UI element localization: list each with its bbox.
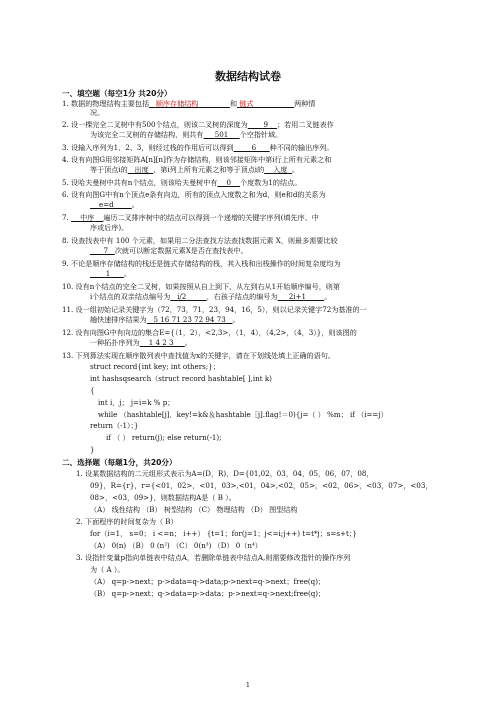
q9-line2: 1 。: [105, 269, 131, 278]
q4-line1: 4. 设有向图G用邻接矩阵A[n][n]作为存储结构，则该邻接矩阵中第i行上所有元素之和: [62, 155, 332, 164]
q10-line1: 10. 设有n个结点的完全二叉树，如果按照从自上到下、从左到右从1开始顺序编号，则第: [62, 282, 340, 291]
s1-line2: 09}，R={r}，r={<01，02>，<01，03>,<01，04>,<02，05>，<02，06>，<03，07>，<03，: [90, 481, 433, 490]
code-line-6: return（-1）；}: [90, 421, 139, 430]
q13-line1: 13. 下列算法实现在顺序散列表中查找值为x的关键字，请在下划线处填上正确的语句。: [62, 351, 335, 360]
s1-line1: 1. 设某数据结构的二元组形式表示为A=(D，R)，D={01,02，03，04，05，06，07，08，: [76, 469, 374, 478]
section-fill-blank: 一、填空题（每空1分 共20分）: [62, 89, 172, 98]
page-number: 1: [245, 681, 251, 689]
code-line-7: if （ ） return(j); else return(-1);: [106, 433, 222, 442]
q4-line2: 等于顶点i的 出度 ，第i列上所有元素之和等于顶点i的 入度 。: [90, 165, 299, 174]
q8-line1: 8. 设查找表中有 100 个元素，如果用二分法查找方法查找数据元素 X，则最多需要比较: [62, 236, 338, 245]
code-line-8: }: [90, 445, 95, 454]
s2-line2: for（i=1， s=0； i <=n； i++） {t=1；for(j=1；j<=i;j++) t=t*j；s=s+t；}: [90, 529, 357, 538]
q1-line2: 况。: [90, 108, 105, 117]
q9-line1: 9. 不论是顺序存储结构的栈还是链式存储结构的栈，其入栈和出栈操作的时间复杂度均为: [62, 259, 341, 268]
q3-line: 3. 设输入序列为1、2、3，则经过栈的作用后可以得到 6 种不同的输出序列。: [62, 143, 334, 152]
q5-line: 5. 设哈夫曼树中共有n个结点，则该哈夫曼树中有 0 个度数为1的结点。: [62, 178, 302, 187]
s1-line3: 08>，<03，09>}，则数据结构A是（ B ）。: [90, 493, 236, 502]
q8-line2: 7 次就可以断定数据元素X是否在查找表中。: [103, 246, 248, 255]
q2-line1: 2. 设一棵完全二叉树中有500个结点，则该二叉树的深度为 9 ；若用二叉链表作: [62, 120, 334, 129]
code-line-4: int i，j； j=i=k % p；: [98, 398, 175, 407]
s2-line1: 2. 下面程序的时间复杂为（ B）: [76, 517, 178, 526]
code-line-5: while （hashtable[j]．key!=k&＆hashtable［j].flag!＝0){j=（ ） %m； if （i==j）: [98, 410, 388, 419]
q6-line2: e=d 。: [99, 200, 139, 209]
section-choice: 二、选择题（每题1分，共20分）: [62, 458, 177, 467]
q2-line2: 为该完全二叉树的存储结构，则共有 501 个空指针域。: [90, 130, 283, 139]
s3-option-b: （B） q=p->next；q->data=p->data；p->next=q->next;free(q)；: [90, 589, 326, 598]
s3-option-a: （A） q=p->next；p->data=q->data;p->next=q->next；free(q)；: [90, 577, 326, 586]
q11-line2: 趟快速排序结果为 5 16 71 23 72 94 73 。: [90, 315, 240, 324]
doc-title: 数据结构试卷: [215, 70, 281, 83]
q12-line2: 一种拓扑序列为 1 4 2 3 。: [90, 338, 192, 347]
s2-options: （A） 0(n) （B） 0 (n²) （C） 0(n³) （D） 0（n⁴）: [90, 541, 262, 550]
code-line-2: int hashsqsearch（struct record hashtable[ ],int k): [90, 374, 272, 383]
q7-line1: 7. 中序 遍历二叉排序树中的结点可以得到一个递增的关键字序列(填先序、中: [62, 213, 319, 222]
q12-line1: 12. 设有向图G中有向边的集合E={（1，2），<2,3>，（1，4），（4,2>，（4，3）}，则该图的: [62, 328, 357, 337]
s3-line1: 3. 设指针变量p指向单链表中结点A，若删除单链表中结点A,则需要修改指针的操作序列: [76, 553, 351, 562]
q7-line2: 序或后序)。: [90, 223, 129, 232]
q11-line1: 11. 设一组初始记录关键字为（72，73，71，23，94，16，5），则以记录关键字72为基准的一: [62, 305, 367, 314]
code-line-1: struct record{int key; int others;}；: [90, 362, 220, 371]
q10-line2: i个结点的双亲结点编号为 i/2 ，右孩子结点的编号为 2i+1 。: [90, 292, 332, 301]
s3-line2: 为（ A ）。: [90, 565, 125, 574]
q6-line1: 6. 设有向图G中有n个顶点e条有向边，所有的顶点入度数之和为d，则e和d的关系为: [62, 190, 326, 199]
code-line-3: {: [90, 386, 95, 395]
s1-options: （A） 线性结构 （B） 树型结构 （C） 物理结构 （D） 图型结构: [90, 505, 298, 514]
q1-line1: 1. 数据的物理结构主要包括 顺序存储结构 和 链式 两种情: [62, 99, 316, 108]
